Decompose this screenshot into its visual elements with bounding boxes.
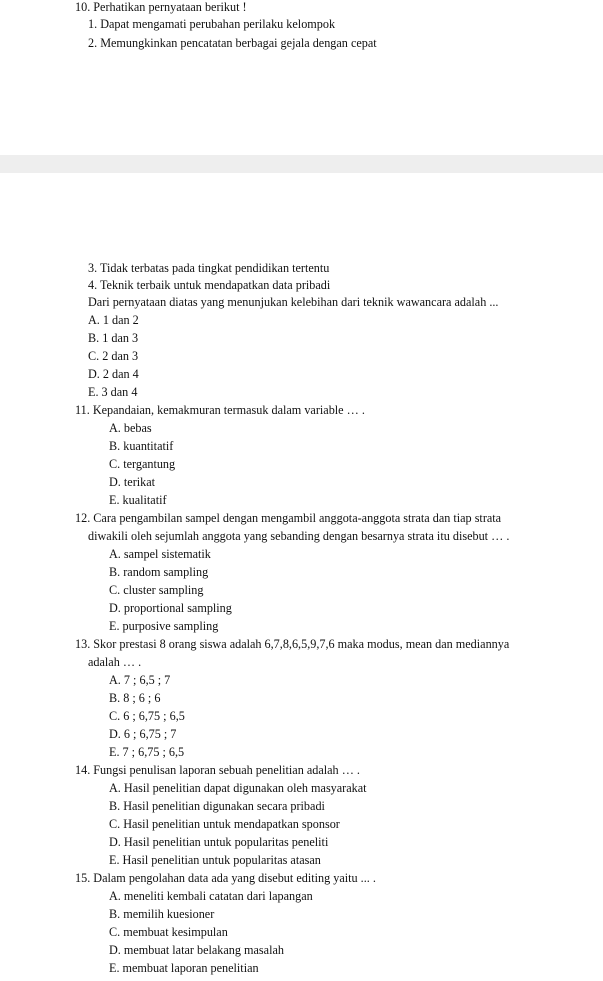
q15-option-d: D. membuat latar belakang masalah — [109, 943, 284, 957]
q11-title: 11. Kepandaian, kemakmuran termasuk dalam variable … . — [75, 403, 365, 417]
q15-option-a: A. meneliti kembali catatan dari lapangan — [109, 889, 313, 903]
q14-title: 14. Fungsi penulisan laporan sebuah penelitian adalah … . — [75, 763, 360, 777]
q13-option-e: E. 7 ; 6,75 ; 6,5 — [109, 745, 185, 759]
q15-title: 15. Dalam pengolahan data ada yang disebut editing yaitu ... . — [75, 871, 376, 885]
q12-title-continued: diwakili oleh sejumlah anggota yang sebanding dengan besarnya strata itu disebut … . — [88, 529, 510, 543]
q12-option-e: E. purposive sampling — [109, 619, 219, 633]
q12-option-b: B. random sampling — [109, 565, 209, 579]
q13-option-d: D. 6 ; 6,75 ; 7 — [109, 727, 177, 741]
q13-option-c: C. 6 ; 6,75 ; 6,5 — [109, 709, 185, 723]
q10-option-c: C. 2 dan 3 — [88, 349, 139, 363]
q10-option-e: E. 3 dan 4 — [88, 385, 138, 399]
q12-option-d: D. proportional sampling — [109, 601, 232, 615]
q10-option-d: D. 2 dan 4 — [88, 367, 139, 381]
q12-option-c: C. cluster sampling — [109, 583, 204, 597]
q11-option-b: B. kuantitatif — [109, 439, 174, 453]
q13-title-continued: adalah … . — [88, 655, 142, 669]
q10-option-b: B. 1 dan 3 — [88, 331, 139, 345]
q11-option-c: C. tergantung — [109, 457, 176, 471]
q14-option-c: C. Hasil penelitian untuk mendapatkan sponsor — [109, 817, 340, 831]
page-gap — [0, 155, 603, 173]
q10-statement-3: 3. Tidak terbatas pada tingkat pendidikan tertentu — [88, 261, 330, 275]
q10-statement-1: 1. Dapat mengamati perubahan perilaku kelompok — [88, 17, 336, 31]
q15-option-c: C. membuat kesimpulan — [109, 925, 228, 939]
q10-option-a: A. 1 dan 2 — [88, 313, 139, 327]
q10-title: 10. Perhatikan pernyataan berikut ! — [75, 0, 247, 14]
q11-option-e: E. kualitatif — [109, 493, 167, 507]
q14-option-a: A. Hasil penelitian dapat digunakan oleh masyarakat — [109, 781, 367, 795]
q10-statement-2: 2. Memungkinkan pencatatan berbagai gejala dengan cepat — [88, 36, 377, 50]
q14-option-b: B. Hasil penelitian digunakan secara pribadi — [109, 799, 325, 813]
q10-question: Dari pernyataan diatas yang menunjukan kelebihan dari teknik wawancara adalah ... — [88, 295, 499, 309]
q11-option-a: A. bebas — [109, 421, 152, 435]
q15-option-e: E. membuat laporan penelitian — [109, 961, 259, 975]
q10-statement-4: 4. Teknik terbaik untuk mendapatkan data pribadi — [88, 278, 331, 292]
q12-title: 12. Cara pengambilan sampel dengan mengambil anggota-anggota strata dan tiap strata — [75, 511, 502, 525]
q13-option-b: B. 8 ; 6 ; 6 — [109, 691, 161, 705]
q15-option-b: B. memilih kuesioner — [109, 907, 215, 921]
q13-title: 13. Skor prestasi 8 orang siswa adalah 6,7,8,6,5,9,7,6 maka modus, mean dan mediannya — [75, 637, 510, 651]
q11-option-d: D. terikat — [109, 475, 156, 489]
q12-option-a: A. sampel sistematik — [109, 547, 211, 561]
q14-option-e: E. Hasil penelitian untuk popularitas atasan — [109, 853, 321, 867]
q14-option-d: D. Hasil penelitian untuk popularitas peneliti — [109, 835, 329, 849]
q13-option-a: A. 7 ; 6,5 ; 7 — [109, 673, 171, 687]
